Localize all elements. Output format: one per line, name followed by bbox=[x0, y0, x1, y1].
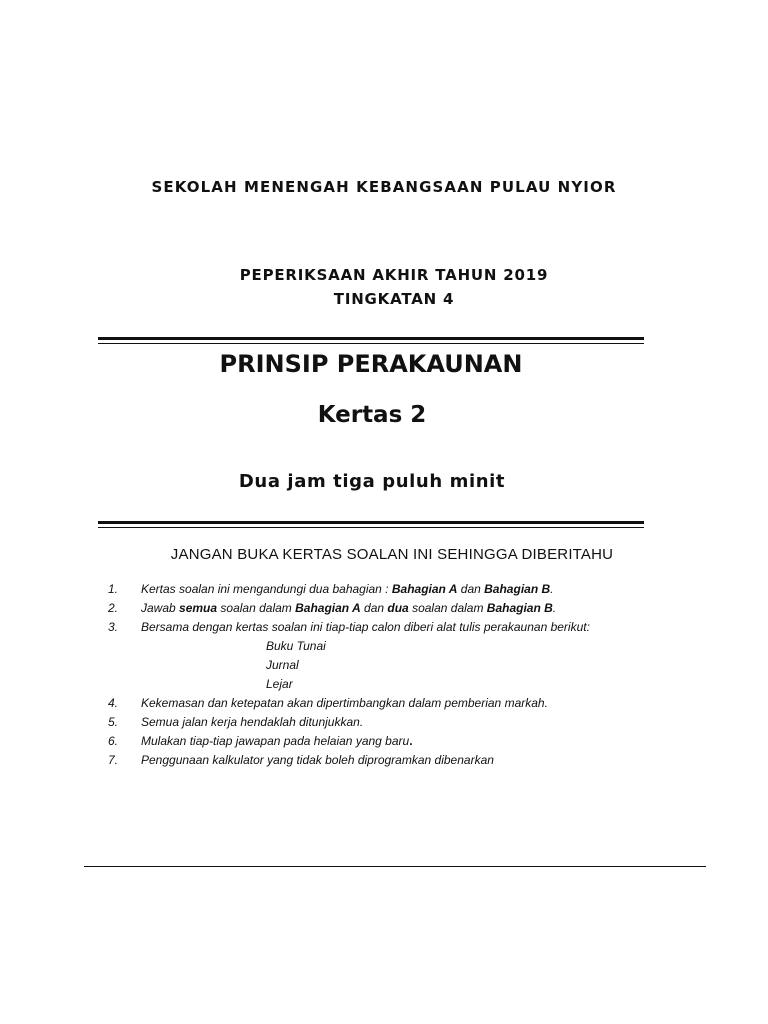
instruction-number: 6. bbox=[108, 734, 119, 748]
instruction-text: Semua jalan kerja hendaklah ditunjukkan. bbox=[141, 715, 364, 729]
bold-segment: dua bbox=[387, 601, 409, 615]
bold-segment: Bahagian A bbox=[295, 601, 361, 615]
text-segment: . bbox=[409, 734, 413, 748]
top-rule-thick bbox=[98, 337, 644, 340]
text-segment: dan bbox=[360, 601, 388, 615]
instruction-text bbox=[141, 580, 554, 599]
do-not-open-warning: JANGAN BUKA KERTAS SOALAN INI SEHINGGA DIBERITAHU bbox=[170, 546, 614, 563]
instruction-number: 4. bbox=[108, 696, 119, 710]
instruction-item bbox=[108, 732, 708, 751]
instruction-item bbox=[108, 751, 708, 770]
text-segment: soalan dalam bbox=[217, 601, 296, 615]
top-rule-thin bbox=[98, 343, 644, 344]
school-name: SEKOLAH MENENGAH KEBANGSAAN PULAU NYIOR bbox=[151, 178, 617, 196]
text-segment: dan bbox=[457, 582, 485, 596]
text-segment: . bbox=[552, 601, 557, 615]
text-segment: soalan dalam bbox=[408, 601, 487, 615]
instruction-number: 1. bbox=[108, 582, 119, 596]
stationery-label: Lejar bbox=[266, 677, 293, 691]
bold-segment: Bahagian B bbox=[484, 582, 551, 596]
text-segment: Jawab bbox=[141, 601, 180, 615]
instruction-item bbox=[108, 618, 708, 637]
stationery-item bbox=[108, 675, 708, 694]
instruction-text: Bersama dengan kertas soalan ini tiap-tiap calon diberi alat tulis perakaunan berikut: bbox=[141, 620, 590, 634]
instruction-item bbox=[108, 599, 708, 618]
exam-title: PEPERIKSAAN AKHIR TAHUN 2019 bbox=[239, 266, 549, 284]
bold-segment: Bahagian A bbox=[391, 582, 458, 596]
stationery-item bbox=[108, 656, 708, 675]
instruction-text: Penggunaan kalkulator yang tidak boleh diprogramkan dibenarkan bbox=[141, 753, 494, 767]
text-segment: . bbox=[550, 582, 554, 596]
exam-duration: Dua jam tiga puluh minit bbox=[238, 471, 506, 492]
footer-rule bbox=[84, 866, 706, 867]
text-segment: Mulakan tiap-tiap jawapan pada helaian yang baru bbox=[141, 734, 410, 748]
instruction-number: 3. bbox=[108, 620, 119, 634]
instruction-item bbox=[108, 713, 708, 732]
instructions-list bbox=[108, 580, 708, 770]
stationery-label: Jurnal bbox=[266, 658, 299, 672]
paper-number: Kertas 2 bbox=[317, 402, 427, 428]
instruction-text bbox=[141, 599, 556, 618]
form-level: TINGKATAN 4 bbox=[333, 290, 455, 308]
subject-title: PRINSIP PERAKAUNAN bbox=[219, 350, 523, 378]
instruction-number: 7. bbox=[108, 753, 119, 767]
instruction-item bbox=[108, 694, 708, 713]
instruction-text: Kekemasan dan ketepatan akan dipertimbangkan dalam pemberian markah. bbox=[141, 696, 548, 710]
instruction-number: 2. bbox=[108, 601, 119, 615]
bold-segment: semua bbox=[179, 601, 218, 615]
bottom-rule-thick bbox=[98, 521, 644, 524]
stationery-item bbox=[108, 637, 708, 656]
bold-segment: Bahagian B bbox=[486, 601, 553, 615]
stationery-label: Buku Tunai bbox=[266, 639, 326, 653]
instruction-item bbox=[108, 580, 708, 599]
bottom-rule-thin bbox=[98, 527, 644, 528]
instruction-text bbox=[141, 732, 413, 751]
instruction-number: 5. bbox=[108, 715, 119, 729]
text-segment: Kertas soalan ini mengandungi dua bahagian : bbox=[141, 582, 392, 596]
